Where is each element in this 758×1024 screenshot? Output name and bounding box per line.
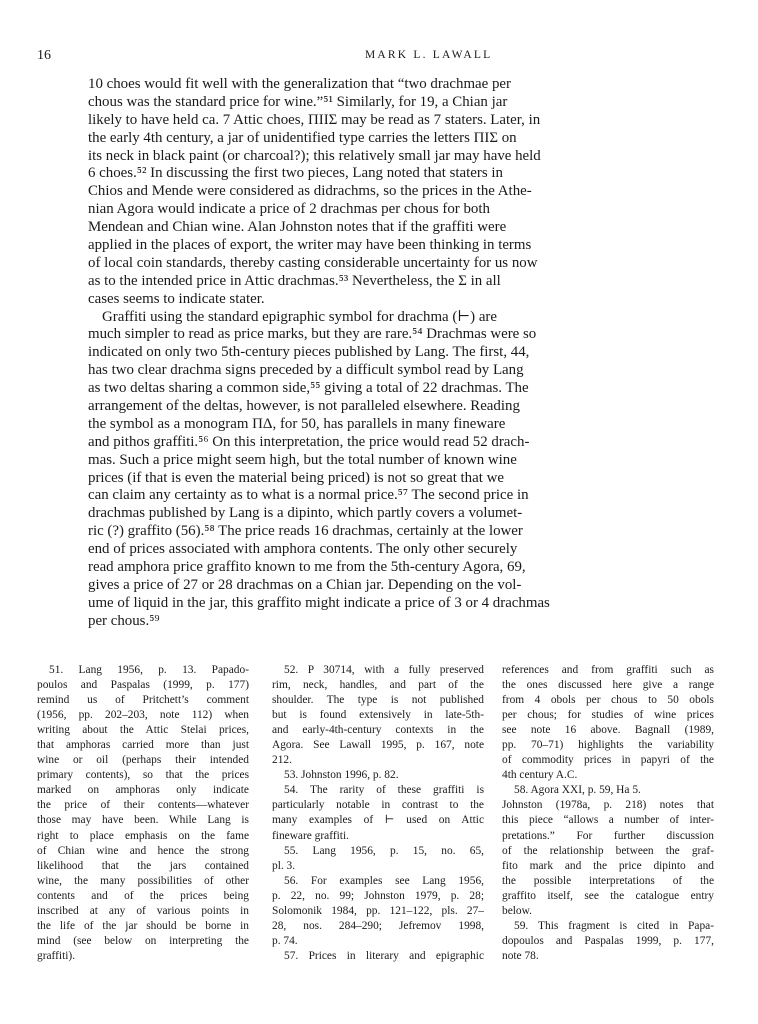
footnote-line: 4th century A.C. (502, 769, 578, 782)
footnote-line: graffito itself, see the catalogue entry (502, 889, 714, 902)
footnote-line: rim, neck, handles, and part of the (272, 679, 484, 692)
footnote-line: note 78. (502, 949, 539, 962)
body-line: and pithos graffiti.⁵⁶ On this interpretation, the price would read 52 drach- (88, 433, 530, 450)
body-line: nian Agora would indicate a price of 2 drachmas per chous for both (88, 201, 490, 218)
body-line: gives a price of 27 or 28 drachmas on a Chian jar. Depending on the vol- (88, 576, 522, 593)
footnote-line: the possible interpretations of the (502, 874, 714, 887)
footnote-line: of Chian wine and hence the strong (37, 844, 249, 857)
body-line: drachmas published by Lang is a dipinto, which partly covers a volumet- (88, 505, 523, 522)
footnote-line: 52. P 30714, with a fully preserved (284, 664, 484, 676)
body-line: 10 choes would fit well with the generalization that “two drachmae per (88, 76, 511, 92)
footnote-line: dopoulos and Paspalas 1999, p. 177, (502, 934, 714, 947)
footnote-line: Solomonik 1984, pp. 121–122, pls. 27– (272, 904, 484, 917)
footnote-line: marked on amphoras only indicate (37, 784, 249, 797)
footnote-line: remind us of Pritchett’s comment (37, 694, 249, 707)
body-line: Graffiti using the standard epigraphic symbol for drachma (⊢) are (102, 308, 498, 325)
footnote-column-1 (37, 663, 249, 964)
footnote-line: references and from graffiti such as (502, 664, 714, 676)
footnote-line: p. 22, no. 99; Johnston 1979, p. 28; (272, 889, 484, 902)
footnote-line: that amphoras carried more than just (37, 739, 249, 752)
footnote-line: p. 74. (272, 934, 298, 947)
footnote-line: pl. 3. (272, 859, 296, 872)
body-line: has two clear drachma signs preceded by a difficult symbol read by Lang (88, 362, 524, 379)
footnote-line: writing about the Attic Stelai prices, (37, 724, 249, 737)
body-line: its neck in black paint (or charcoal?); this relatively small jar may have held (88, 147, 541, 164)
footnote-line: shoulder. The type is not published (272, 694, 484, 707)
body-line: indicated on only two 5th-century pieces published by Lang. The first, 44, (88, 344, 530, 361)
footnote-line: contents and of the prices being (37, 889, 249, 902)
footnote-column-2 (272, 663, 484, 964)
footnote-line: the price of their contents—whatever (37, 799, 249, 812)
footnote-line: fito mark and the price dipinto and (502, 859, 714, 872)
footnote-line: 58. Agora XXI, p. 59, Ha 5. (514, 784, 641, 797)
footnote-line: per chous; for studies of wine prices (502, 709, 714, 722)
body-line: as to the intended price in Attic drachmas.⁵³ Nevertheless, the Σ in all (88, 272, 501, 289)
footnote-line: those may have been. While Lang is (37, 814, 249, 827)
body-line: much simpler to read as price marks, but they are rare.⁵⁴ Drachmas were so (88, 326, 537, 343)
body-line: as two deltas sharing a common side,⁵⁵ giving a total of 22 drachmas. The (88, 380, 529, 397)
footnote-line: pretations.” For further discussion (502, 829, 714, 842)
footnote-line: from 4 obols per chous to 50 obols (502, 694, 714, 707)
page-number: 16 (37, 48, 51, 63)
footnote-line: primary contents), so that the prices (37, 769, 249, 782)
footnote-line: right to place emphasis on the fame (37, 829, 249, 842)
footnote-line: the ones discussed here give a range (502, 679, 714, 692)
footnote-line: 28, nos. 284–290; Jefremov 1998, (272, 919, 484, 932)
footnote-line: Agora. See Lawall 1995, p. 167, note (272, 739, 484, 752)
footnote-line: 57. Prices in literary and epigraphic (284, 949, 484, 962)
footnote-column-3 (502, 663, 714, 964)
footnote-line: of commodity prices in papyri of the (502, 754, 714, 767)
body-text (88, 76, 550, 631)
body-line: Mendean and Chian wine. Alan Johnston notes that if the graffiti were (88, 219, 507, 236)
footnote-line: 59. This fragment is cited in Papa- (514, 919, 714, 932)
running-head: MARK L. LAWALL (365, 49, 493, 61)
footnote-line: fineware graffiti. (272, 829, 349, 842)
footnote-line: 51. Lang 1956, p. 13. Papado- (49, 664, 249, 676)
footnote-line: pp. 70–71) highlights the variability (502, 739, 714, 752)
footnote-line: (1956, pp. 202–203, note 112) when (37, 709, 249, 722)
footnote-line: 53. Johnston 1996, p. 82. (284, 769, 399, 782)
footnote-line: poulos and Paspalas (1999, p. 177) (37, 679, 249, 692)
footnote-line: below. (502, 904, 532, 917)
footnote-line: see note 16 above. Bagnall (1989, (502, 724, 714, 737)
body-line: applied in the places of export, the writer may have been thinking in terms (88, 237, 532, 254)
footnote-line: 55. Lang 1956, p. 15, no. 65, (284, 844, 484, 857)
body-line: 6 choes.⁵² In discussing the first two pieces, Lang noted that staters in (88, 165, 503, 182)
body-line: the symbol as a monogram ΠΔ, for 50, has parallels in many fineware (88, 415, 506, 432)
footnote-line: 54. The rarity of these graffiti is (284, 784, 484, 797)
footnote-line: wine or oil (perhaps their intended (37, 754, 249, 767)
body-line: mas. Such a price might seem high, but the total number of known wine (88, 451, 517, 468)
footnote-line: and early-4th-century contexts in the (272, 724, 484, 737)
body-line: Chios and Mende were considered as didrachms, so the prices in the Athe- (88, 183, 532, 200)
body-line: read amphora price graffito known to me from the 5th-century Agora, 69, (88, 559, 526, 576)
footnote-line: many examples of ⊢ used on Attic (272, 814, 484, 827)
footnote-line: inscribed at any of various points in (37, 904, 249, 917)
footnote-line: 212. (272, 754, 292, 767)
body-line: cases seems to indicate stater. (88, 290, 265, 307)
body-line: of local coin standards, thereby casting considerable uncertainty for us now (88, 254, 538, 271)
body-line: the early 4th century, a jar of unidentified type carries the letters ΠΙΣ on (88, 129, 517, 146)
footnote-line: 56. For examples see Lang 1956, (284, 874, 484, 887)
footnote-line: of the relationship between the graf- (502, 844, 714, 857)
body-line: ume of liquid in the jar, this graffito might indicate a price of 3 or 4 drachmas (88, 594, 550, 611)
body-line: likely to have held ca. 7 Attic choes, ΠΙΙΣ may be read as 7 staters. Later, in (88, 111, 541, 128)
footnote-line: wine, the many possibilities of other (37, 874, 249, 887)
body-line: can claim any certainty as to what is a normal price.⁵⁷ The second price in (88, 487, 529, 504)
body-line: ric (?) graffito (56).⁵⁸ The price reads 16 drachmas, certainly at the lower (88, 523, 523, 540)
footnote-line: but is found extensively in late-5th- (272, 709, 484, 722)
body-line: prices (if that is even the material being priced) is not so great that we (88, 469, 504, 486)
body-line: chous was the standard price for wine.”⁵¹ Similarly, for 19, a Chian jar (88, 93, 508, 110)
body-line: per chous.⁵⁹ (88, 612, 160, 629)
footnote-line: mind (see below on interpreting the (37, 934, 249, 947)
body-line: end of prices associated with amphora contents. The only other securely (88, 541, 518, 558)
footnote-line: likelihood that the jars contained (37, 859, 249, 872)
body-line: arrangement of the deltas, however, is not paralleled elsewhere. Reading (88, 398, 520, 415)
footnote-line: graffiti). (37, 949, 76, 962)
footnote-line: this piece “allows a number of inter- (502, 814, 714, 827)
footnote-line: particularly notable in contrast to the (272, 799, 484, 812)
footnote-line: the life of the jar should be borne in (37, 919, 249, 932)
footnote-line: Johnston (1978a, p. 218) notes that (502, 799, 714, 812)
